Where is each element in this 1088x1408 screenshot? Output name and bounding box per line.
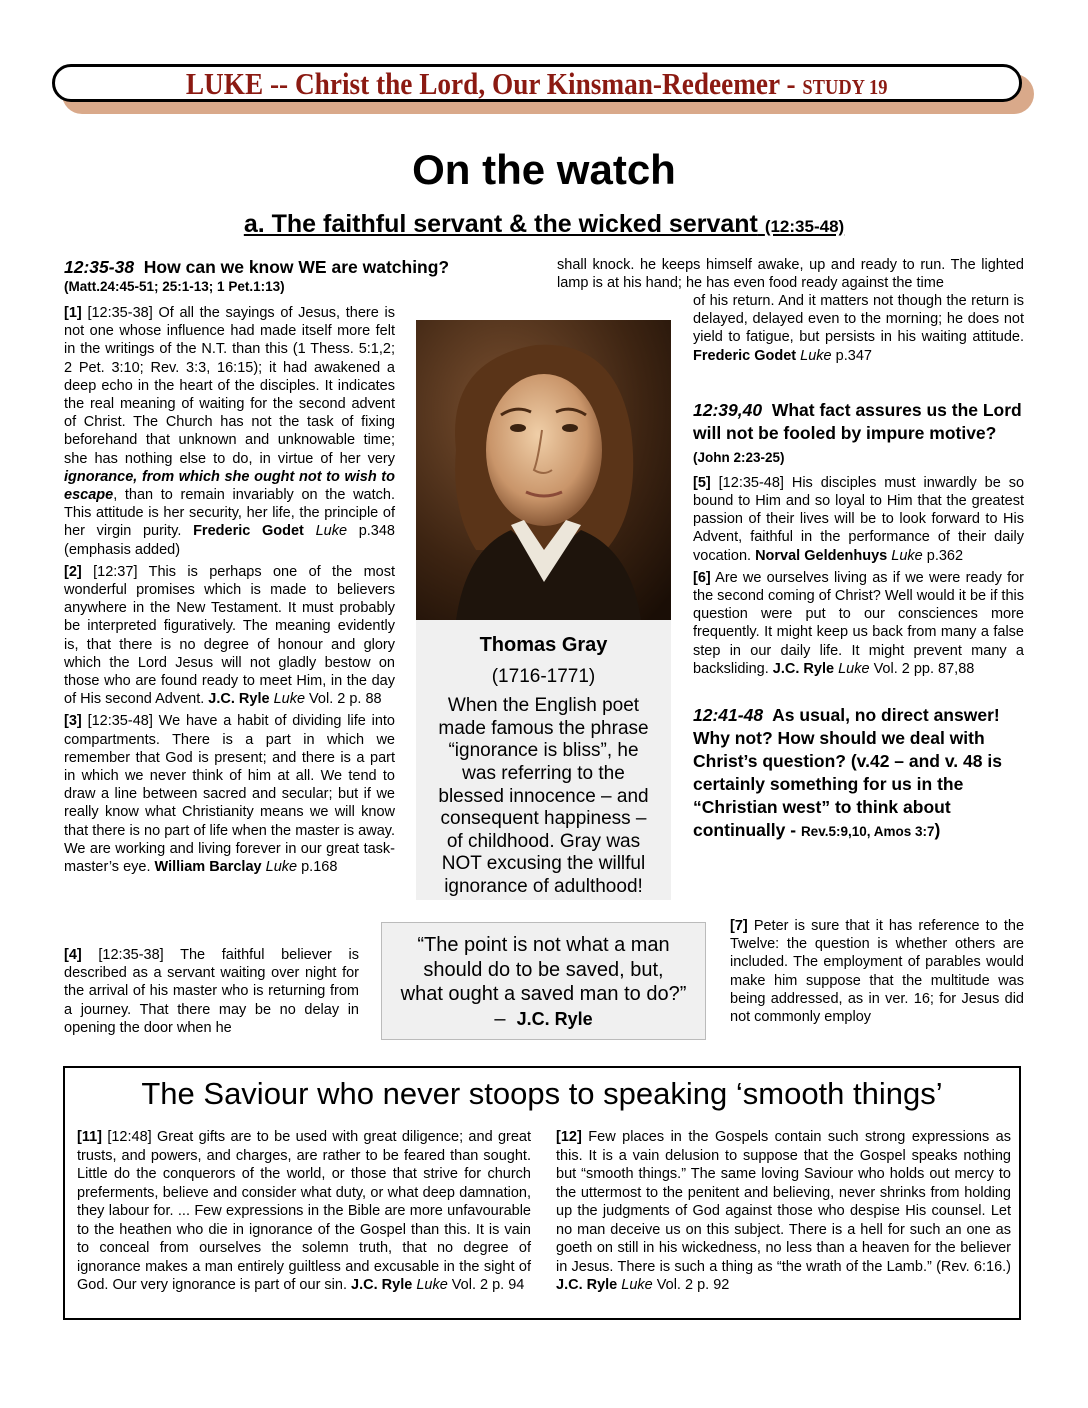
study-banner <box>52 64 1022 102</box>
left-column-upper <box>64 304 395 876</box>
quote-11: [11] [12:48] Great gifts are to be used with great diligence; and great trusts, and powers, and charges, are rather to be feared than sought. Little do the conquerors of the world, or those that strive for church preferments, believe and consider what duty, or what deep damnation, they labour for. ... Few expressions in the Bible are more unfavourable to the heathen who die in ignorance of the Gospel than this. It is vain to conceal from ourselves the solemn truth, that no degree of ignorance makes a man entirely guiltless and excusable in the sight of God. Our very ignorance is part of our sin. J.C. Ryle Luke Vol. 2 p. 94 <box>77 1129 531 1293</box>
pull-quote: “The point is not what a man should do to be saved, but, what ought a saved man to do?” – J.C. Ryle <box>381 922 706 1040</box>
left-question-refs: (Matt.24:45-51; 25:1-13; 1 Pet.1:13) <box>64 279 285 294</box>
portrait-caption <box>416 620 671 900</box>
caption-years: (1716-1771) <box>491 665 596 687</box>
section-ref: (12:35-48) <box>764 217 845 236</box>
continuation-end: of his return. And it matters not though the return is delayed, delayed even to the morning; he does not yield to fatigue, but persists in his waiting attitude. Frederic Godet Luke p.347 <box>693 293 1024 364</box>
quote-12: [12] Few places in the Gospels contain such strong expressions as this. It is a vain delusion to suppose that the Gospel speaks nothing but “smooth things.” The same loving Saviour who holds out mercy to the uttermost to the penitent and believing, never shrinks from holding up the judgments of God against those who despise His counsel. Let no man deceive us on this subject. There is a hell for such an one as goeth on still in his wickedness, no less than a heaven for the believer in Jesus. There is such a thing as “the wrath of the Lamb.” (Rev. 6:16.) J.C. Ryle Luke Vol. 2 p. 92 <box>556 1129 1012 1293</box>
quote-1: [1] [12:35-38] Of all the sayings of Jesus, there is not one whose influence had made itself more felt in the writings of the N.T. than this (1 Thess. 5:1,2; 2 Pet. 3:10; Rev. 3:3, 16:15); it had awakened a deep echo in the heart of the disciples. It indicates the real meaning of waiting for the second advent of Christ. The Church has not the task of fixing beforehand that unknown and unknowable time; she has nothing else to do, in virtue of her very ignorance, from which she ought not to wish to escape, than to remain invariably on the watch. This attitude is her security, her life, the principle of her virgin purity. Frederic Godet Luke p.348 (emphasis added) <box>64 305 395 558</box>
left-question: 12:35-38 How can we know WE are watching? (Matt.24:45-51; 25:1-13; 1 Pet.1:13) <box>64 256 504 295</box>
banner-study: STUDY 19 <box>802 75 888 99</box>
question-12-39: 12:39,40 What fact assures us the Lord will not be fooled by impure motive? (John 2:23-25) <box>693 399 1022 465</box>
quote-2: [2] [12:37] This is perhaps one of the most wonderful promises which is made to believers anywhere in the New Testament. It must probably be interpreted figuratively. The meaning evidently is, that there is no degree of honour and glory which the Lord Jesus will not gladly bestow on those who are found ready to meet Him, in the day of His second Advent. J.C. Ryle Luke Vol. 2 p. 88 <box>64 563 395 708</box>
quote-7: [7] Peter is sure that it has reference to the Twelve: the question is whether others are included. The employment of parables would make him suppose that the multitude was being addressed, as in ver. 16; for Jesus did not commonly employ <box>730 918 1025 1026</box>
thomas-gray-portrait <box>416 320 671 620</box>
quote-3: [3] [12:35-48] We have a habit of dividing life into compartments. There is a part in which we remember that God is present; and there is a part in which we never think of him at all. We tend to draw a line between sacred and secular; but if we really know what Christianity means we will know that there is no part of life when the master is away. We are working and living forever in our great task-master’s eye. William Barclay Luke p.168 <box>64 713 395 876</box>
right-column <box>693 292 1024 848</box>
page-title: On the watch <box>412 146 676 193</box>
caption-text: When the English poet made famous the phrase “ignorance is bliss”, he was referring to the blessed innocence – and consequent happiness – of childhood. Gray was NOT excusing the willful ignorance of adulthood! <box>438 695 649 897</box>
quote-6: [6] Are we ourselves living as if we were ready for the second coming of Christ? Well would it be if this question were put to our consciences more frequently. It might keep us back from many a false step in our daily life. It might prevent many a backsliding. J.C. Ryle Luke Vol. 2 pp. 87,88 <box>693 569 1024 677</box>
caption-name: Thomas Gray <box>479 634 608 656</box>
banner-title: LUKE -- Christ the Lord, Our Kinsman-Redeemer - STUDY 19 <box>186 66 888 101</box>
left-column-lower <box>64 946 359 1041</box>
right-column-lower <box>730 917 1024 1030</box>
question-12-41: 12:41-48 As usual, no direct answer! Why not? How should we deal with Christ’s question? (v.42 – and v. 48 is certainly something for us in the “Christian west” to think about continually - Rev.5:9,10, Amos 3:7) <box>693 705 1002 841</box>
smooth-things-box <box>63 1066 1021 1320</box>
quote-5: [5] [12:35-48] His disciples must inwardly be so bound to Him and so loyal to Him that the greatest passion of their lives will be to look forward to His Advent, faithful in the performance of their daily vocation. Norval Geldenhuys Luke p.362 <box>693 474 1025 564</box>
quote-4: [4] [12:35-38] The faithful believer is described as a servant waiting over night for the arrival of his master who is returning from a journey. That there may be no delay in opening the door when he <box>64 947 359 1036</box>
pull-quote-author: J.C. Ryle <box>516 1008 593 1029</box>
box-title: The Saviour who never stoops to speaking ‘smooth things’ <box>141 1076 943 1111</box>
right-continuation-top: shall knock. he keeps himself awake, up and ready to run. The lighted lamp is at his hand; he has even food ready against the time <box>557 257 1024 292</box>
section-heading: a. The faithful servant & the wicked servant (12:35-48) <box>243 210 845 238</box>
